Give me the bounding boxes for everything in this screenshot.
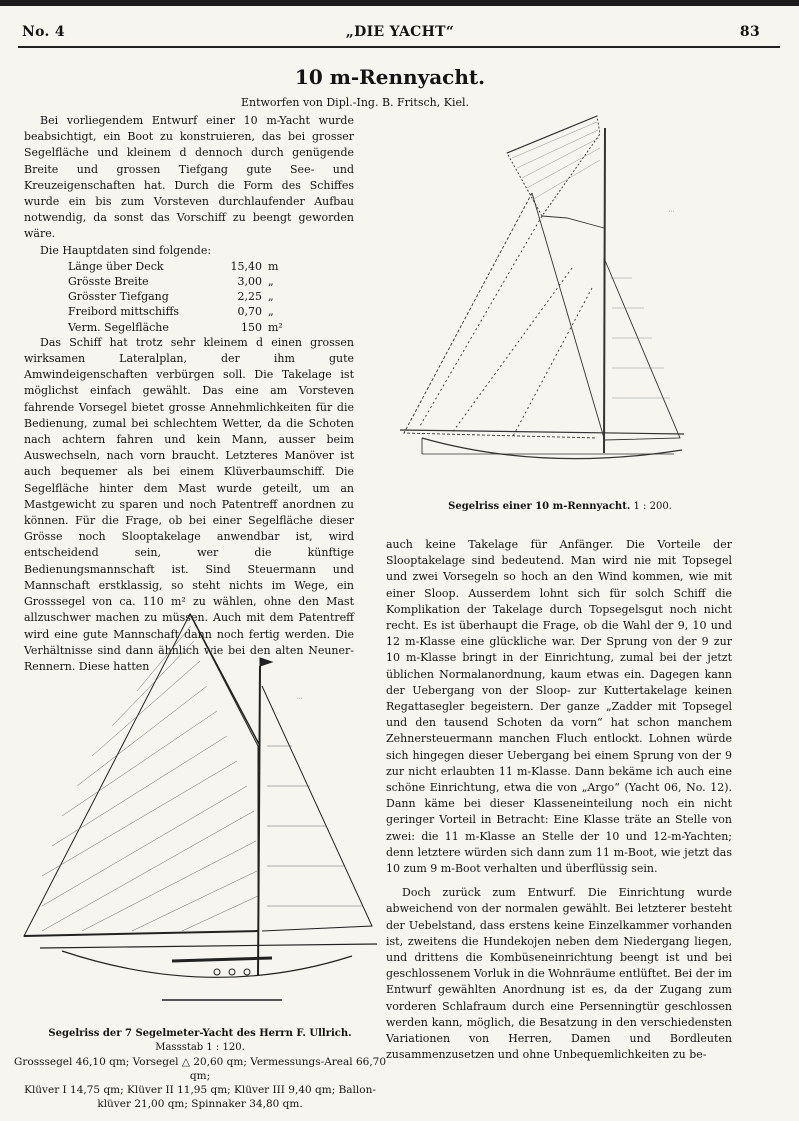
page-number: 83	[739, 24, 760, 40]
spec-row: Länge über Deck 15,40 m	[68, 259, 279, 273]
top-figure-caption-text: Segelriss einer 10 m-Rennyacht.	[448, 501, 631, 512]
right-column	[386, 537, 732, 1064]
sail-areas-line-1: Grosssegel 46,10 qm; Vorsegel △ 20,60 qm; Vermessungs-Areal 66,70 qm;	[13, 1056, 387, 1082]
article-byline: Entworfen von Dipl.-Ing. B. Fritsch, Kiel.	[240, 96, 469, 109]
spec-row: Grösster Tiefgang 2,25 „	[68, 290, 274, 304]
sail-areas-line-3: klüver 21,00 qm; Spinnaker 34,80 qm.	[97, 1098, 303, 1110]
interior-paragraph: Doch zurück zum Entwurf. Die Einrichtung wurde abweichend von der normalen gewählt. Bei letzterer besteht der Uebelstand, dass erstens keine Einzelkammer vorhanden ist, zweitens die Hundekojen neben dem Niedergang liegen, und drittens die Kombüseneinrichtung beengt ist und bei geschlossenem Vorluk in die Wohnräume entlüftet. Bei der im Entwurf gewählten Anordnung ist es, da der Zugang zum vorderen Schlafraum durch eine Persenningtür geschlossen werden kann, möglich, die Besatzung in den verschiedensten Variationen von Herren, Damen und Bordleuten zusammenzusetzen und ohne Unbequemlichkeiten zu be-	[386, 886, 732, 1062]
sail-areas-line-2: Klüver I 14,75 qm; Klüver II 11,95 qm; Klüver III 9,40 qm; Ballon-	[24, 1084, 376, 1096]
spec-row: Grösste Breite 3,00 „	[68, 275, 274, 289]
specs-intro: Die Hauptdaten sind folgende:	[40, 243, 212, 257]
topsail-paragraph: auch keine Takelage für Anfänger. Die Vorteile der Slooptakelage sind bedeutend. Man wird nie mit Topsegel und zwei Vorsegeln so hoch an den Wind kommen, wie mit einer Sloop. Ausserdem lohnt sich für solch Schiff die Komplikation der Takelage durch Topsegelsgut noch nicht recht. Es ist überhaupt die Frage, ob die Wahl der 9, 10 und 12 m-Klasse eine glückliche war. Der Sprung von der 9 zur 10 m-Klasse bringt in der Einrichtung, zumal bei der jetzt üblichen Normalanordnung, kaum etwas ein. Dagegen kann der Uebergang von der Sloop- zur Kuttertakelage keinen Regattasegler begeistern. Der ganze „Zadder mit Topsegel und den tausend Schoten da vorn“ hat schon manchem Zehnersteuermann manchen Fluch entlockt. Lohnen würde sich hingegen dieser Uebergang bei einem Sprung von der 9 zur nicht erlaubten 11 m-Klasse. Dann bekäme ich auch eine schöne Einrichtung, etwa die von „Argo“ (Yacht 06, No. 12). Dann käme bei dieser Klasseneinteilung noch ein nicht geringer Vorteil in Betracht: Eine Klasse träte an Stelle von zwei: die 11 m-Klasse an Stelle der 10 und 12-m-Yachten; denn letztere würden sich dann zum 11 m-Boot, wie jetzt das 10 zum 9 m-Boot verhalten und überflüssig sein.	[386, 538, 732, 876]
article-title: 10 m-Rennyacht.	[294, 65, 486, 89]
spec-row: Freibord mittschiffs 0,70 „	[68, 305, 274, 319]
top-figure-scale: 1 : 200.	[633, 501, 672, 512]
sail-plan-10m-yacht	[392, 108, 692, 492]
rigging-paragraph: Das Schiff hat trotz sehr kleinem d einen grossen wirksamen Lateralplan, der ihm gute Amwindeigenschaften verbürgen soll. Die Takelage ist möglichst einfach gewählt. Das eine am Vorsteven fahrende Vorsegel bietet grosse Annehmlichkeiten für die Bedienung, zumal bei schlechtem Wetter, da die Schoten nach achtern fahren und kein Mann, ausser beim Auswechseln, nach vorn braucht. Letzteres Manöver ist auch bequemer als bei einem Klüverbaumschiff. Die Segelfläche hinter dem Mast wurde geteilt, um an Mastgewicht zu sparen und noch Patentreff anordnen zu können. Für die Frage, ob bei einer Segelfläche dieser Grösse noch Slooptakelage anwendbar ist, wird entscheidend sein, wer die künftige Bedienungsmannschaft ist. Sind Steuermann und Mannschaft erstklassig, so steht nichts im Wege, ein Grosssegel von ca. 110 m² zu wählen, ohne den Mast allzuschwer machen zu müssen. Auch mit dem Patentreff wird eine gute Mannschaft dann noch fertig werden. Die Verhältnisse sind dann ähnlich wie bei den alten Neuner-Rennern. Diese hatten	[24, 335, 354, 673]
header-rule	[18, 46, 780, 48]
handwritten-note: ⋯	[296, 695, 302, 702]
top-edge-rule	[0, 0, 799, 6]
top-figure-caption	[410, 500, 710, 514]
issue-number: No. 4	[22, 24, 65, 40]
bottom-figure-scale: Massstab 1 : 120.	[155, 1042, 245, 1053]
sail-plan-7-segelmeter	[22, 606, 392, 1014]
handwritten-note: ⋯	[668, 208, 674, 215]
intro-paragraph: Bei vorliegendem Entwurf einer 10 m-Yacht wurde beabsichtigt, ein Boot zu konstruieren, das bei grosser Segelfläche und kleinem d dennoch durch genügende Breite und grossen Tiefgang gute See- und Kreuzeigenschaften hat. Durch die Form des Schiffes wurde ein bis zum Vorsteven durchlaufender Aufbau notwendig, da sonst das Vorschiff zu beengt geworden wäre.	[24, 114, 354, 241]
journal-title: „DIE YACHT“	[345, 24, 455, 40]
specs-table	[68, 259, 308, 335]
bottom-figure-caption-text: Segelriss der 7 Segelmeter-Yacht des Herrn F. Ullrich.	[48, 1028, 352, 1039]
bottom-figure-caption	[10, 1027, 390, 1111]
left-column-top	[24, 113, 354, 675]
spec-row: Verm. Segelfläche 150 m²	[68, 320, 283, 334]
